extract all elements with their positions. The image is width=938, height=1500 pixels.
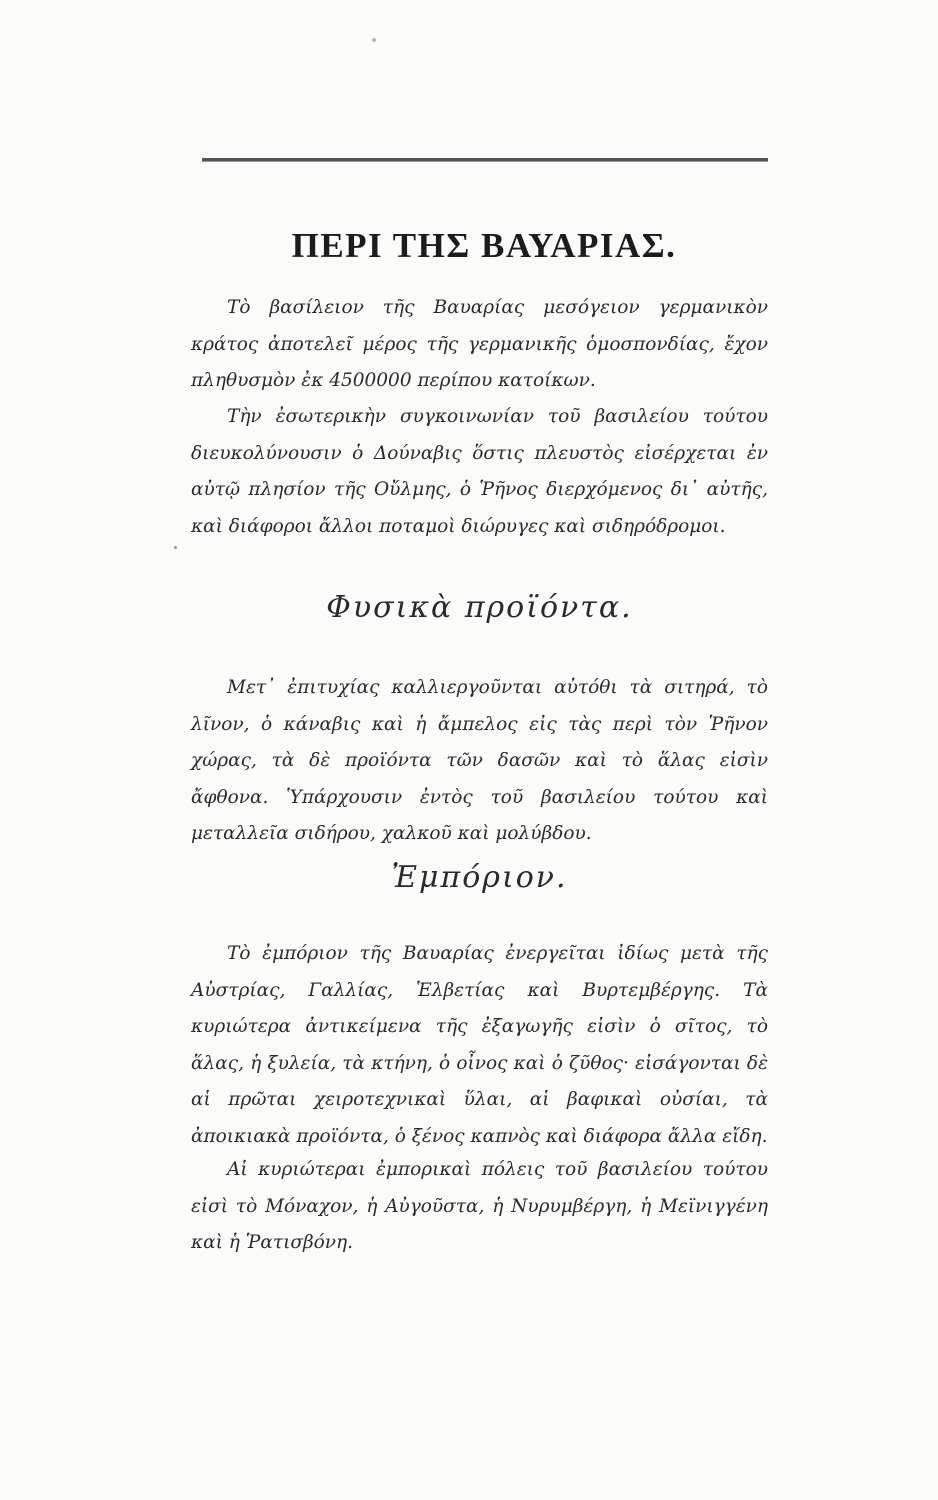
ink-speck — [174, 546, 177, 549]
paragraph — [191, 670, 768, 853]
paragraph-text: Αἱ κυριώτεραι ἐμπορικαὶ πόλεις τοῦ βασιλείου τούτου εἰσὶ τὸ Μόναχον, ἡ Αὐγοῦστα, ἡ Νυρυμβέργη, ἡ Μεϊνιγγένη καὶ ἡ Ῥατισβόνη. — [191, 1159, 768, 1253]
paragraph-text: Τὴν ἐσωτερικὴν συγκοινωνίαν τοῦ βασιλείου τούτου διευκολύνουσιν ὁ Δούναβις ὅστις πλευστὸς εἰσέρχεται ἐν αὐτῷ πλησίον τῆς Οὔλμης, ὁ Ῥῆνος διερχόμενος δι᾽ αὐτῆς, καὶ διάφοροι ἄλλοι ποταμοὶ διώρυγες καὶ σιδηρόδρομοι. — [191, 406, 768, 537]
ink-speck — [372, 38, 376, 42]
section-heading: Φυσικὰ προϊόντα. — [326, 590, 633, 625]
paragraph-text: Μετ᾽ ἐπιτυχίας καλλιεργοῦνται αὐτόθι τὰ σιτηρά, τὸ λῖνον, ὁ κάναβις καὶ ἡ ἄμπελος εἰς τὰς περὶ τὸν Ῥῆνον χώρας, τὰ δὲ προϊόντα τῶν δασῶν καὶ τὸ ἅλας εἰσὶν ἄφθονα. Ὑπάρχουσιν ἐντὸς τοῦ βασιλείου τούτου καὶ μεταλλεῖα σιδήρου, χαλκοῦ καὶ μολύβδου. — [191, 677, 768, 844]
paragraph — [191, 1152, 768, 1262]
paragraph — [191, 399, 768, 545]
page-title: ΠΕΡΙ ΤΗΣ ΒΑΥΑΡΙΑΣ. — [291, 226, 677, 265]
paragraph — [191, 936, 768, 1155]
paragraph — [191, 290, 768, 400]
section-heading: Ἐμπόριον. — [391, 860, 568, 895]
paragraph-text: Τὸ βασίλειον τῆς Βαυαρίας μεσόγειον γερμανικὸν κράτος ἀποτελεῖ μέρος τῆς γερμανικῆς ὁμοσπονδίας, ἔχον πληθυσμὸν ἐκ 4500000 περίπου κατοίκων. — [191, 297, 768, 391]
header-rule — [202, 158, 768, 161]
paragraph-text: Τὸ ἐμπόριον τῆς Βαυαρίας ἐνεργεῖται ἰδίως μετὰ τῆς Αὐστρίας, Γαλλίας, Ἑλβετίας καὶ Βυρτεμβέργης. Τὰ κυριώτερα ἀντικείμενα τῆς ἐξαγωγῆς εἰσὶν ὁ σῖτος, τὸ ἅλας, ἡ ξυλεία, τὰ κτήνη, ὁ οἶνος καὶ ὁ ζῦθος· εἰσάγονται δὲ αἱ πρῶται χειροτεχνικαὶ ὕλαι, αἱ βαφικαὶ οὐσίαι, τὰ ἀποικιακὰ προϊόντα, ὁ ξένος καπνὸς καὶ διάφορα ἄλλα εἴδη. — [191, 943, 768, 1147]
